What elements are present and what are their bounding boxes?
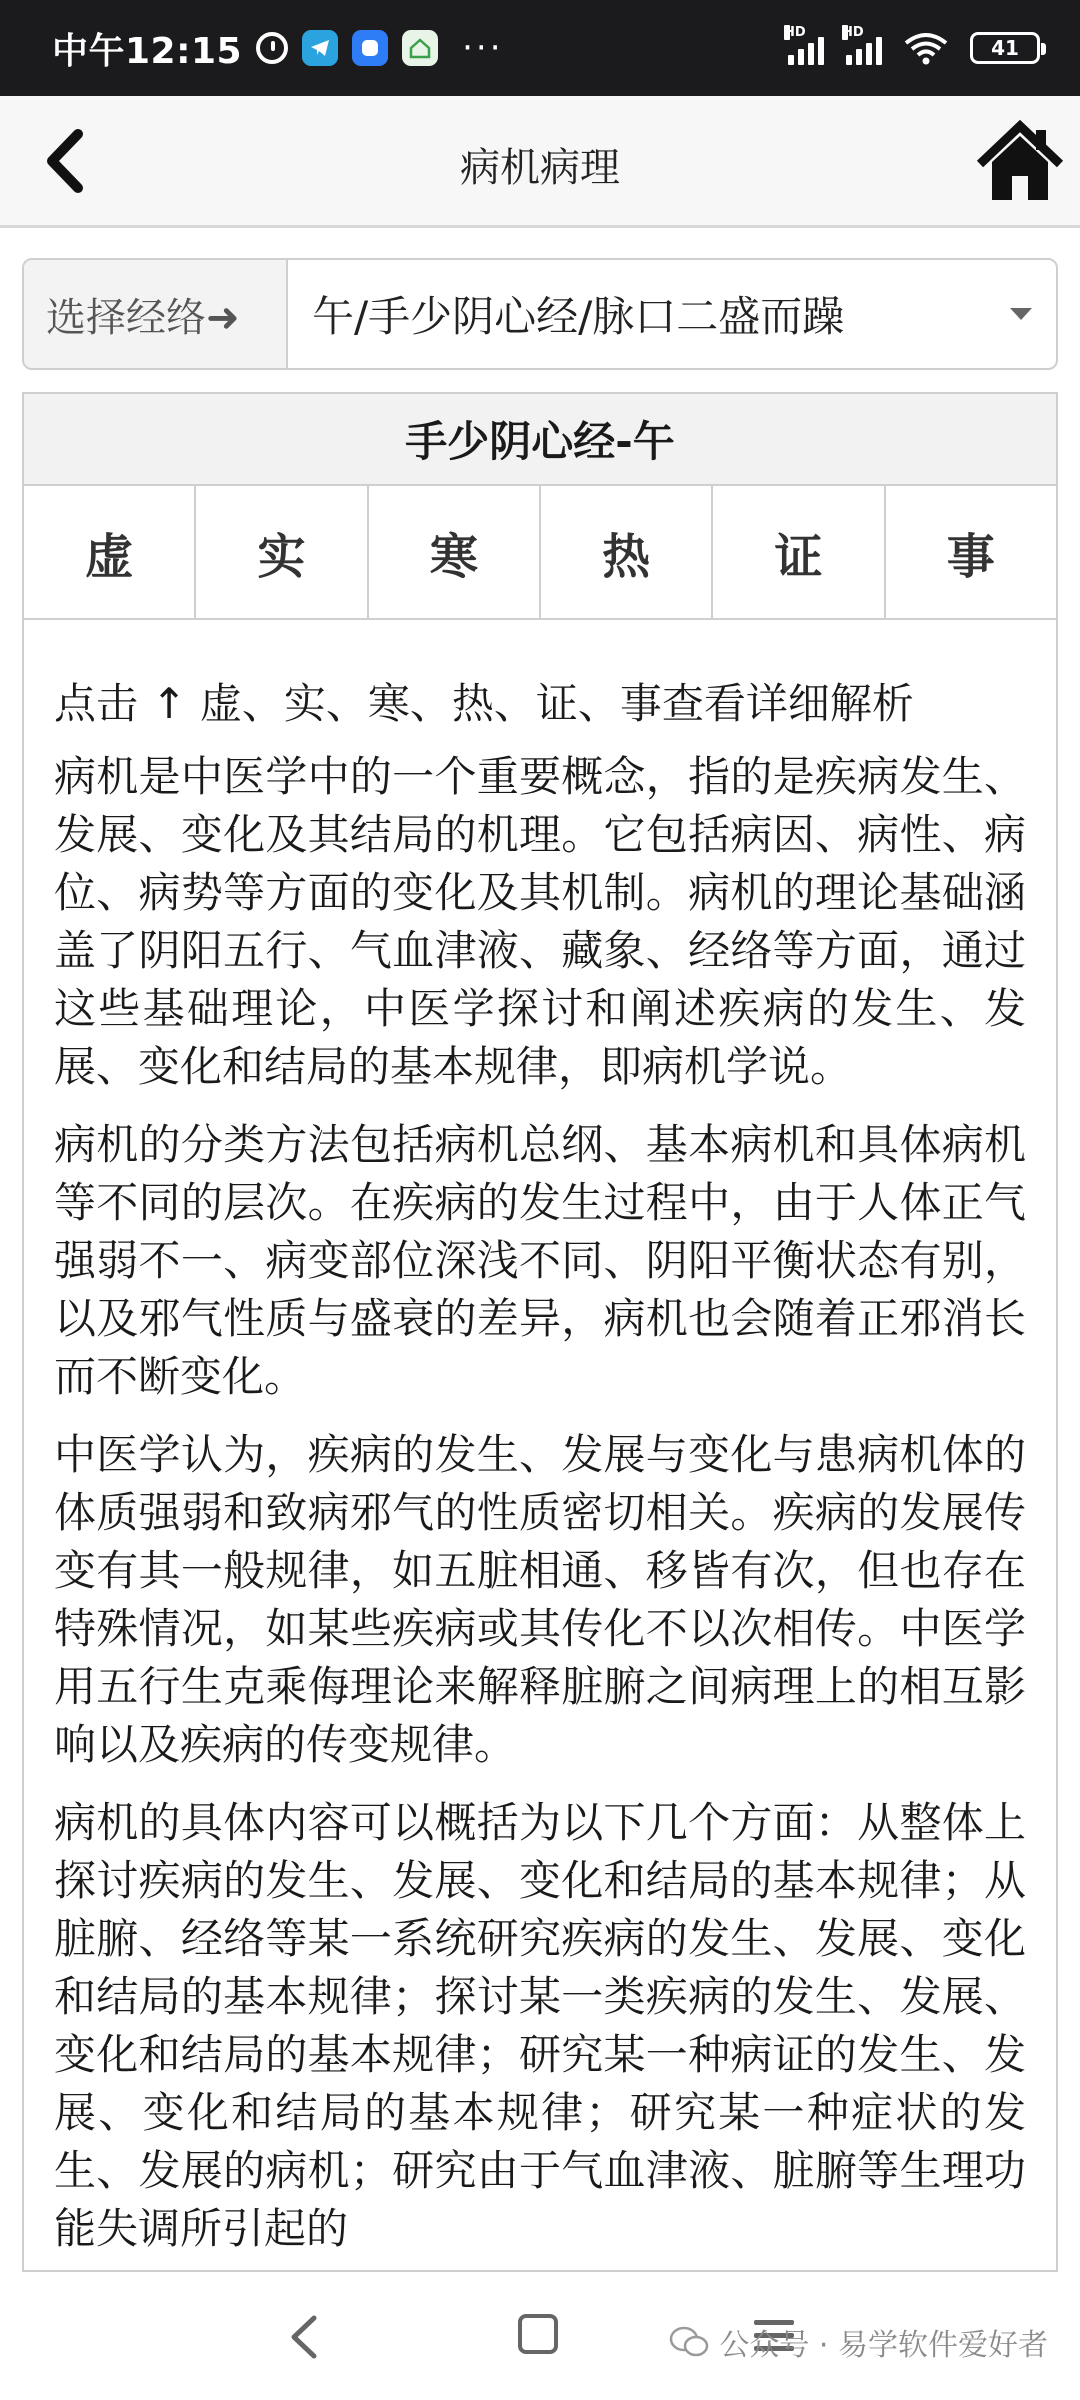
selector-label: 选择经络➜: [24, 260, 288, 368]
meridian-card: [22, 392, 1058, 2272]
paragraph: 中医学认为，疾病的发生、发展与变化与患病机体的体质强弱和致病邪气的性质密切相关。疾病的发展传变有其一般规律，如五脏相通、移皆有次，但也存在特殊情况，如某些疾病或其传化不以次相传。中医学用五行生克乘侮理论来解释脏腑之间病理上的相互影响以及疾病的传变规律。: [54, 1430, 1026, 1769]
battery-level: 41: [991, 36, 1019, 60]
category-tabs: [24, 486, 1056, 620]
tab-xu[interactable]: 虚: [24, 486, 196, 618]
wechat-icon: [669, 2326, 709, 2358]
signal-icon-2: [842, 25, 882, 65]
meridian-selector[interactable]: [22, 258, 1058, 370]
page-title: 病机病理: [460, 145, 620, 191]
app-notification-icon: [352, 30, 388, 66]
signal-icon-1: [784, 25, 824, 65]
hd-label-1: HD: [784, 25, 806, 40]
paragraph: 病机的具体内容可以概括为以下几个方面：从整体上探讨疾病的发生、发展、变化和结局的基本规律；从脏腑、经络等某一系统研究疾病的发生、发展、变化和结局的基本规律；探讨某一类疾病的发生、发展、变化和结局的基本规律；研究某一种病证的发生、发展、变化和结局的基本规律；研究某一种症状的发生、发展的病机；研究由于气血津液、脏腑等生理功能失调所引起的: [54, 1798, 1026, 2253]
alarm-icon: [256, 32, 288, 64]
watermark-text: 公众号 · 易学软件爱好者: [719, 2328, 1048, 2363]
dropdown-caret-icon[interactable]: [986, 260, 1056, 368]
tab-shi-event[interactable]: 事: [886, 486, 1056, 618]
tab-shi[interactable]: 实: [196, 486, 368, 618]
notification-icons: [256, 28, 503, 68]
system-home-button[interactable]: [518, 2314, 558, 2354]
paragraph: 病机的分类方法包括病机总纲、基本病机和具体病机等不同的层次。在疾病的发生过程中，由于人体正气强弱不一、病变部位深浅不同、阴阳平衡状态有别，以及邪气性质与盛衰的差异，病机也会随着正邪消长而不断变化。: [54, 1120, 1026, 1401]
tab-re[interactable]: 热: [541, 486, 713, 618]
battery-icon: [970, 32, 1040, 64]
telegram-icon: [302, 30, 338, 66]
tab-zheng[interactable]: 证: [713, 486, 885, 618]
nav-bar: [0, 96, 1080, 228]
system-status: [784, 25, 1040, 65]
hd-label-2: HD: [842, 25, 864, 40]
more-notifications-icon: ···: [462, 28, 504, 68]
status-bar: [0, 0, 1080, 96]
system-back-button[interactable]: [284, 2312, 324, 2362]
selector-value[interactable]: 午/手少阴心经/脉口二盛而躁: [312, 292, 845, 341]
home-button[interactable]: [976, 120, 1064, 204]
wifi-icon: [904, 31, 948, 65]
content-area: [24, 620, 1056, 2258]
hint-text: 点击 ↑ 虚、实、寒、热、证、事查看详细解析: [54, 679, 914, 728]
status-time: 中午12:15: [52, 30, 243, 72]
card-title: 手少阴心经-午: [24, 394, 1056, 486]
paragraph: 病机是中医学中的一个重要概念，指的是疾病发生、发展、变化及其结局的机理。它包括病因、病性、病位、病势等方面的变化及其机制。病机的理论基础涵盖了阴阳五行、气血津液、藏象、经络等方面，通过这些基础理论，中医学探讨和阐述疾病的发生、发展、变化和结局的基本规律，即病机学说。: [54, 752, 1026, 1091]
tab-han[interactable]: 寒: [369, 486, 541, 618]
watermark: [669, 2320, 1048, 2364]
home-app-icon: [402, 30, 438, 66]
